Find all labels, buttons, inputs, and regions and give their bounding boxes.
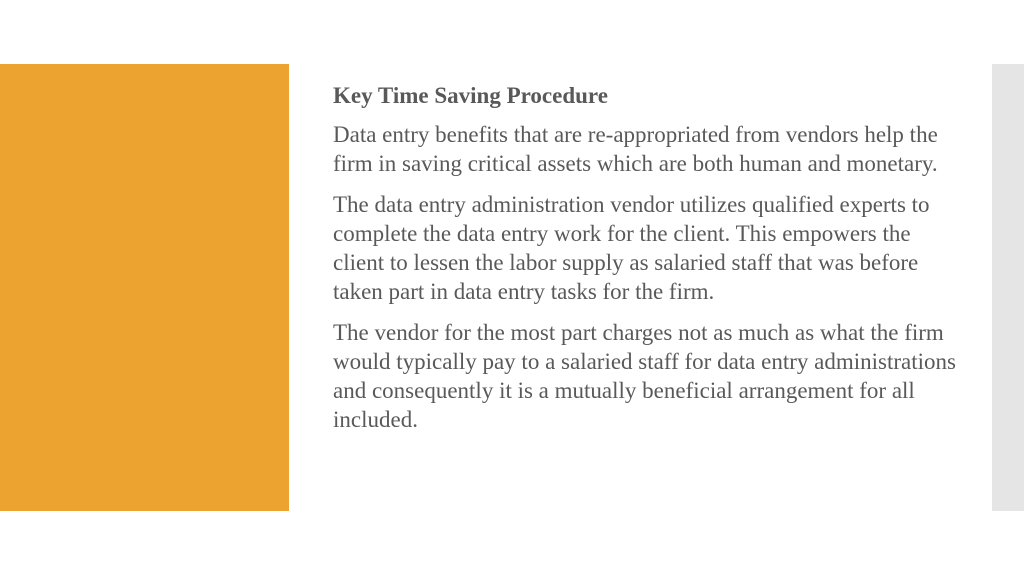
accent-block — [0, 64, 289, 511]
paragraph-2: The data entry administration vendor utilizes qualified experts to complete the data entry work for the client. This empowers the client to lessen the labor supply as salaried staff that was before taken part in data entry tasks for the firm. — [333, 192, 930, 304]
paragraph-3: The vendor for the most part charges not as much as what the firm would typically pay to a salaried staff for data entry administrations and consequently it is a mutually beneficial arrangement for all included. — [333, 320, 956, 432]
paragraph-1: Data entry benefits that are re-appropriated from vendors help the firm in saving critical assets which are both human and monetary. — [333, 122, 938, 176]
slide-heading: Key Time Saving Procedure — [333, 83, 608, 108]
side-bar — [992, 64, 1024, 511]
slide-content — [333, 80, 963, 446]
